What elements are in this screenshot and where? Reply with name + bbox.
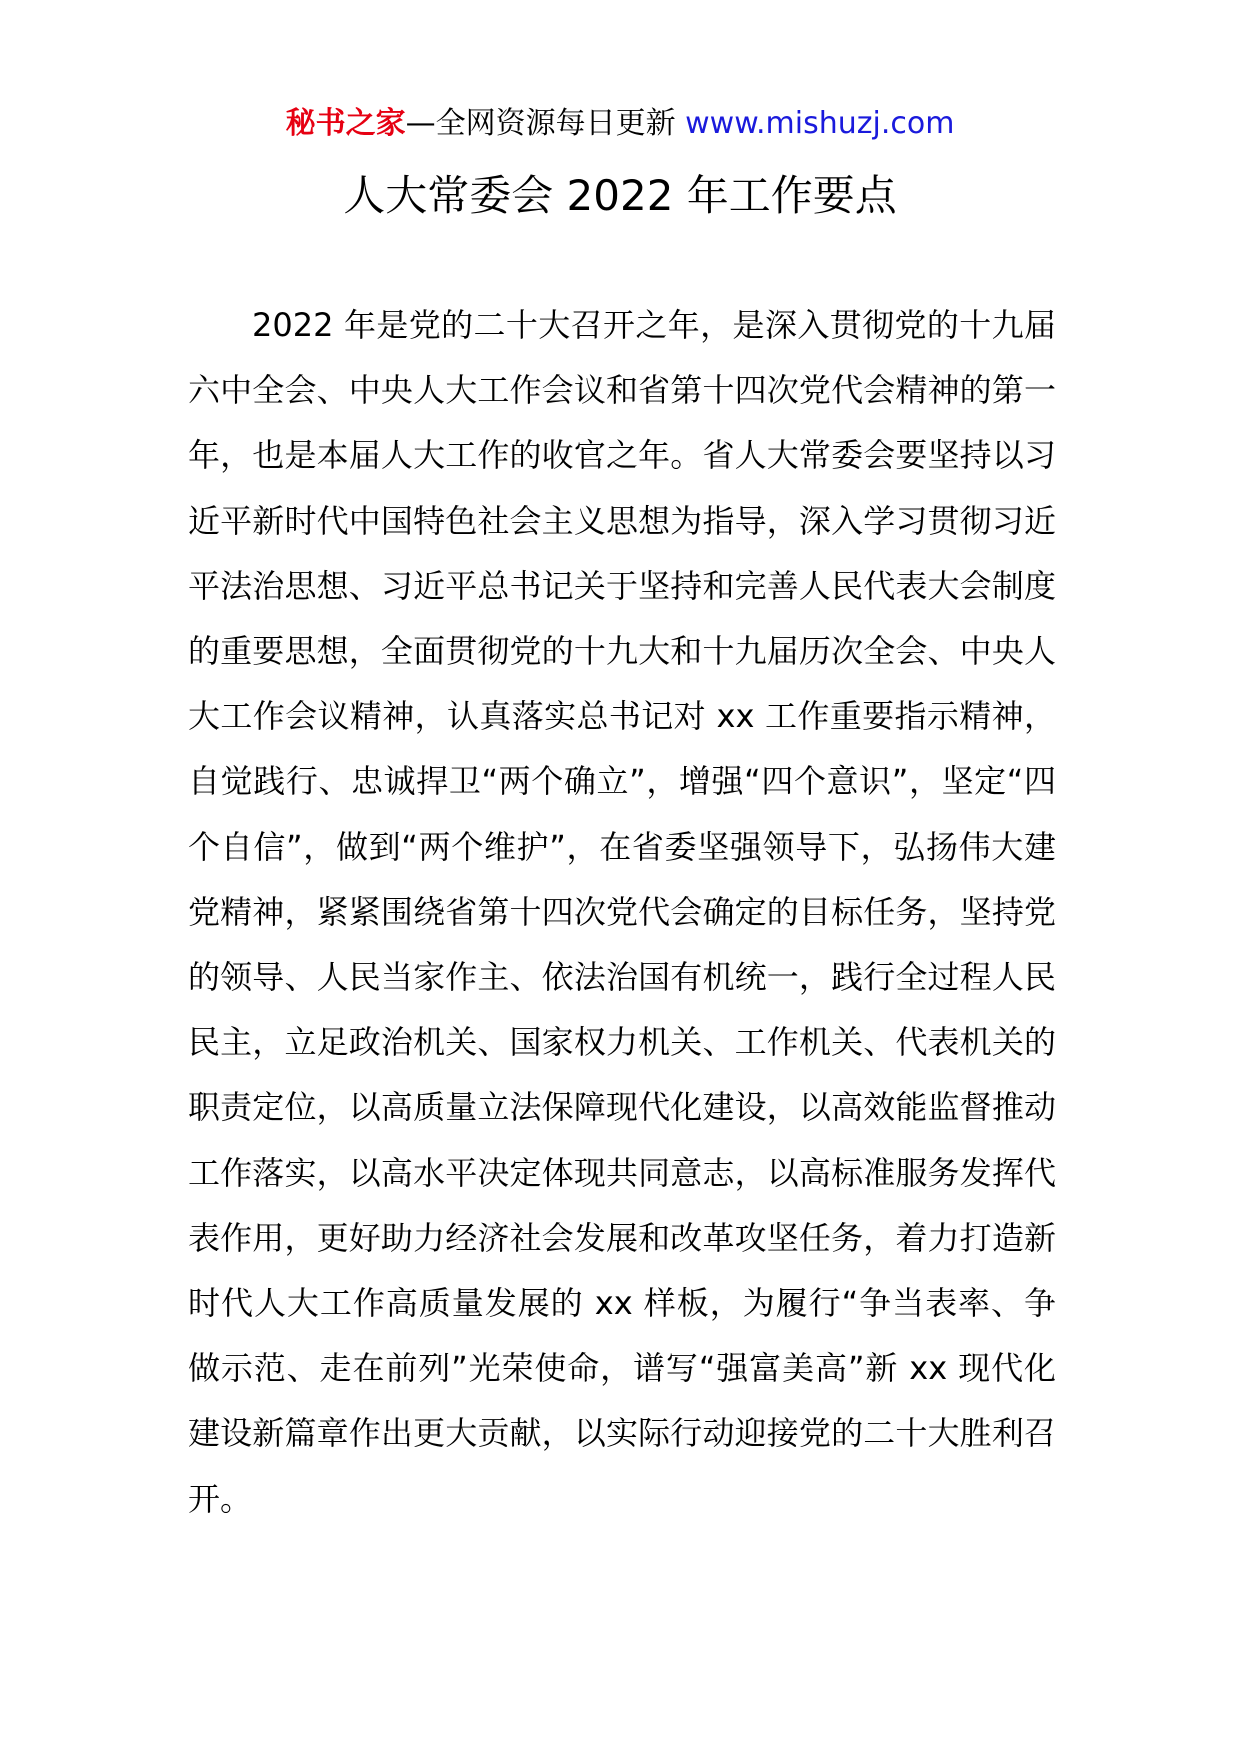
brand-name: 秘书之家 (285, 106, 406, 141)
header-slogan: —全网资源每日更新 (405, 106, 676, 141)
site-url-link[interactable]: www.mishuzj.com (685, 106, 955, 141)
document-title: 人大常委会 2022 年工作要点 (343, 171, 897, 220)
site-header (0, 104, 1240, 144)
body-paragraph: 2022 年是党的二十大召开之年，是深入贯彻党的十九届六中全会、中央人大工作会议和省第十四次党代会精神的第一年，也是本届人大工作的收官之年。省人大常委会要坚持以习近平新时代中国特色社会主义思想为指导，深入学习贯彻习近平法治思想、习近平总书记关于坚持和完善人民代表大会制度的重要思想，全面贯彻党的十九大和十九届历次全会、中央人大工作会议精神，认真落实总书记对 xx 工作重要指示精神，自觉践行、忠诚捍卫“两个确立”，增强“四个意识”，坚定“四个自信”，做到“两个维护”，在省委坚强领导下，弘扬伟大建党精神，紧紧围绕省第十四次党代会确定的目标任务，坚持党的领导、人民当家作主、依法治国有机统一，践行全过程人民民主，立足政治机关、国家权力机关、工作机关、代表机关的职责定位，以高质量立法保障现代化建设，以高效能监督推动工作落实，以高水平决定体现共同意志，以高标准服务发挥代表作用，更好助力经济社会发展和改革攻坚任务，着力打造新时代人大工作高质量发展的 xx 样板，为履行“争当表率、争做示范、走在前列”光荣使命，谱写“强富美高”新 xx 现代化建设新篇章作出更大贡献，以实际行动迎接党的二十大胜利召开。 (188, 306, 1056, 1518)
